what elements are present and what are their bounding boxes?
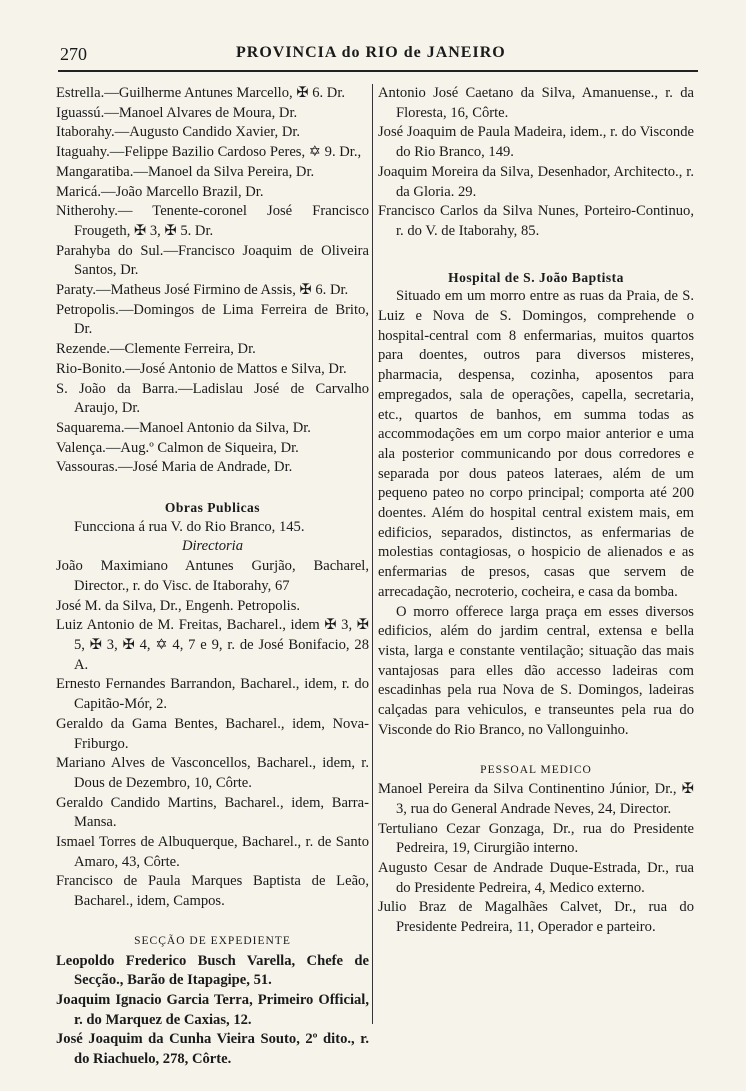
spacer xyxy=(378,741,694,761)
hospital-description: O morro offerece larga praça em esses diversos edificios, além do jardim central, extensa e bella vista, larga e constante ventilação; situação das mais vantajosas para elles dão accesso ladeiras com escadinhas pela rua Nova de S. Domingos, ladeiras calçadas para vehiculos, e transeuntes pela rua do Visconde do Rio Branco, no Vallonguinho. xyxy=(378,603,694,738)
expediente-list xyxy=(56,952,369,1070)
medical-staff-entry: Tertuliano Cezar Gonzaga, Dr., rua do Presidente Pedreira, 19, Cirurgião interno. xyxy=(378,820,694,857)
town-entry: Iguassú.—Manoel Alvares de Moura, Dr. xyxy=(56,104,298,121)
town-entry: Mangaratiba.—Manoel da Silva Pereira, Dr. xyxy=(56,163,315,180)
directoria-entry: João Maximiano Antunes Gurjão, Bacharel, Director., r. do Visc. de Itaborahy, 67 xyxy=(56,558,369,594)
town-entry: Paraty.—Matheus José Firmino de Assis, ✠ 6. Dr. xyxy=(56,282,349,299)
medical-staff-entry: Julio Braz de Magalhães Calvet, Dr., rua do Presidente Pedreira, 11, Operador e parteiro. xyxy=(378,899,694,936)
directoria-entry: Geraldo da Gama Bentes, Bacharel., idem, Nova-Friburgo. xyxy=(56,715,369,752)
obras-address: Funcciona á rua V. do Rio Branco, 145. xyxy=(74,518,305,535)
town-entry: Vassouras.—José Maria de Andrade, Dr. xyxy=(56,459,293,476)
column-divider xyxy=(372,84,373,1024)
staff-entry: José Joaquim de Paula Madeira, idem., r. do Visconde do Rio Branco, 149. xyxy=(378,124,694,161)
obras-heading: Obras Publicas xyxy=(164,500,261,516)
spacer xyxy=(56,478,369,498)
directoria-entry: Ismael Torres de Albuquerque, Bacharel., r. de Santo Amaro, 43, Côrte. xyxy=(56,834,369,870)
page-number: 270 xyxy=(60,44,87,64)
town-list xyxy=(56,84,369,478)
directoria-entry: Ernesto Fernandes Barrandon, Bacharel., idem, r. do Capitão-Mór, 2. xyxy=(56,676,369,713)
town-entry: Itaborahy.—Augusto Candido Xavier, Dr. xyxy=(56,124,301,141)
town-entry: Rio-Bonito.—José Antonio de Mattos e Silva, Dr. xyxy=(56,360,347,377)
medical-staff-entry: Manoel Pereira da Silva Continentino Júnior, Dr., ✠ 3, rua do General Andrade Neves, 24, Director. xyxy=(378,781,694,817)
expediente-entry: Joaquim Ignacio Garcia Terra, Primeiro Official, r. do Marquez de Caxias, 12. xyxy=(56,991,369,1028)
spacer xyxy=(56,912,369,932)
expediente-entry: Leopoldo Frederico Busch Varella, Chefe de Secção., Barão de Itapagipe, 51. xyxy=(56,952,369,989)
left-column xyxy=(56,84,369,1070)
hospital-description: Situado em um morro entre as ruas da Praia, de S. Luiz e Nova de S. Domingos, comprehende o hospital-central com 8 enfermarias, muitos quartos para doentes, outros para diversos misteres, pharmacia, despensa, cozinha, aposentos para empregados, sala de operações, capella, secretaria, etc., quartos de banhos, em summa todas as accommodações em um corpo maior anterior e uma ala posterior communicando por dous corredores e separada por dous pateos lateraes, além de um pequeno pateo no corpo principal; comporta até 200 doentes. Além do hospital central existem mais, em edificios, separados, distinctos, as enfermarias de molestias contagiosas, o hospicio de alienados e as enfermarias de presos, casas que servem de arrecadação, necroterio, cocheira, e casa da bomba. xyxy=(378,288,694,600)
right-column xyxy=(378,84,694,938)
town-entry: Itaguahy.—Felippe Bazilio Cardoso Peres, ✡ 9. Dr., xyxy=(56,144,362,161)
medical-staff-entry: Augusto Cesar de Andrade Duque-Estrada, Dr., rua do Presidente Pedreira, 4, Medico externo. xyxy=(378,860,694,896)
staff-entry: Antonio José Caetano da Silva, Amanuense., r. da Floresta, 16, Côrte. xyxy=(378,85,694,121)
expediente-continued-list xyxy=(378,84,694,242)
town-entry: Estrella.—Guilherme Antunes Marcello, ✠ 6. Dr. xyxy=(56,85,346,101)
pessoal-list xyxy=(378,780,694,938)
town-entry: Nitherohy.— Tenente-coronel José Francisco Frougeth, ✠ 3, ✠ 5. Dr. xyxy=(56,203,369,239)
directoria-entry: Mariano Alves de Vasconcellos, Bacharel., idem, r. Dous de Dezembro, 10, Côrte. xyxy=(56,755,369,791)
directoria-heading: Directoria xyxy=(181,538,244,555)
spacer xyxy=(378,242,694,268)
directoria-entry: Geraldo Candido Martins, Bacharel., idem, Barra-Mansa. xyxy=(56,794,369,831)
directoria-entry: Luiz Antonio de M. Freitas, Bacharel., idem ✠ 3, ✠ 5, ✠ 3, ✠ 4, ✡ 4, 7 e 9, r. de José Bonifacio, 28 A. xyxy=(56,617,369,673)
town-entry: Valença.—Aug.º Calmon de Siqueira, Dr. xyxy=(56,439,299,456)
town-entry: S. João da Barra.—Ladislau José de Carvalho Araujo, Dr. xyxy=(56,380,369,417)
directoria-list xyxy=(56,557,369,912)
staff-entry: Francisco Carlos da Silva Nunes, Porteiro-Continuo, r. do V. de Itaborahy, 85. xyxy=(378,203,694,239)
town-entry: Parahyba do Sul.—Francisco Joaquim de Oliveira Santos, Dr. xyxy=(56,242,369,279)
running-title: PROVINCIA do RIO de JANEIRO xyxy=(236,44,506,61)
town-entry: Petropolis.—Domingos de Lima Ferreira de Brito, Dr. xyxy=(56,301,369,338)
header-rule xyxy=(58,70,698,72)
town-entry: Rezende.—Clemente Ferreira, Dr. xyxy=(56,341,256,358)
expediente-entry: José Joaquim da Cunha Vieira Souto, 2º dito., r. do Riachuelo, 278, Côrte. xyxy=(56,1031,369,1068)
staff-entry: Joaquim Moreira da Silva, Desenhador, Architecto., r. da Gloria. 29. xyxy=(378,163,694,200)
expediente-heading: SECÇÃO DE EXPEDIENTE xyxy=(134,934,291,947)
directoria-entry: Francisco de Paula Marques Baptista de Leão, Bacharel., idem, Campos. xyxy=(56,873,369,910)
hospital-heading: Hospital de S. João Baptista xyxy=(448,269,624,285)
pessoal-heading: PESSOAL MEDICO xyxy=(480,763,592,776)
town-entry: Maricá.—João Marcello Brazil, Dr. xyxy=(56,183,264,200)
page-header xyxy=(58,40,698,70)
directoria-entry: José M. da Silva, Dr., Engenh. Petropolis. xyxy=(56,597,301,614)
town-entry: Saquarema.—Manoel Antonio da Silva, Dr. xyxy=(56,419,311,436)
